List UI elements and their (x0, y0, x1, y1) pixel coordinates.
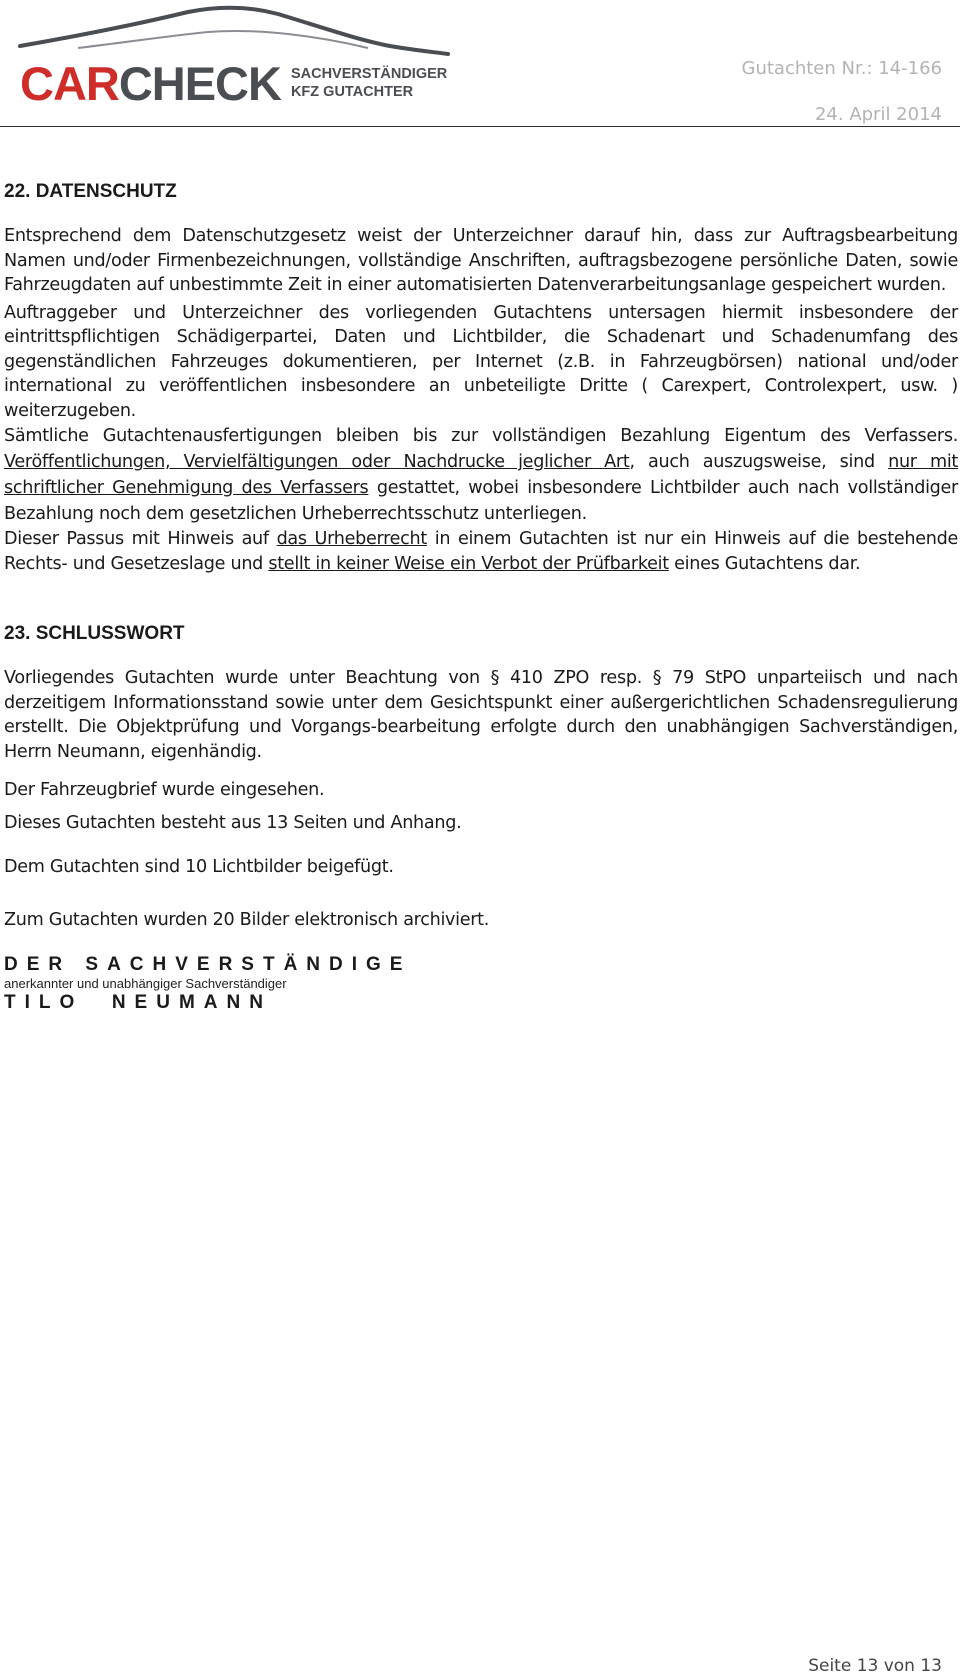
p4-text-c: eines Gutachtens dar. (668, 553, 861, 574)
p4-text-a: Dieser Passus mit Hinweis auf (4, 529, 277, 549)
p4-underlined-verbot: stellt in keiner Weise ein Verbot der Prüfbarkeit (268, 553, 669, 574)
section-title-schlusswort: 23. SCHLUSSWORT (4, 623, 185, 644)
header-divider (0, 126, 960, 127)
logo-subtitle-line1: SACHVERSTÄNDIGER (290, 66, 448, 82)
signature-title: DER SACHVERSTÄNDIGE (4, 954, 412, 975)
logo-check-text: CHECK (118, 56, 281, 110)
p4-underlined-copyright: das Urheberrecht (276, 529, 428, 549)
datenschutz-paragraph-1: Entsprechend dem Datenschutzgesetz weist der Unterzeichner darauf hin, dass zur Auftragsbearbeitung Namen und/oder Firmenbezeichnungen, vollständige Anschriften, auftragsbezogene persönliche Daten, sowie Fahrzeugdaten auf unbestimmte Zeit in einer automatisierten Datenverarbeitungsanlage gespeichert wurden. (4, 226, 958, 295)
section-title-datenschutz: 22. DATENSCHUTZ (4, 181, 177, 202)
page-number: Seite 13 von 13 (808, 1656, 942, 1676)
p3-underlined-reproduction: Veröffentlichungen, Vervielfältigungen oder Nachdrucke jeglicher Art (4, 452, 630, 472)
logo-subtitle-line2: KFZ GUTACHTER (290, 84, 414, 100)
datenschutz-paragraph-4 (4, 527, 958, 576)
p4-text-b: in einem Gutachten ist nur ein Hinweis auf die bestehende Rechts- und Gesetzeslage und (4, 529, 958, 574)
signature-subtitle: anerkannter und unabhängiger Sachverständiger (4, 976, 287, 991)
datenschutz-paragraph-2: Auftraggeber und Unterzeichner des vorliegenden Gutachtens untersagen hiermit insbesondere der eintrittspflichtigen Schädigerpartei, Daten und Lichtbilder, die Schadenart und Schadenumfang des gegenständlichen Fahrzeuges dokumentieren, per Internet (z.B. in Fahrzeugbörsen) national und/oder international zu veröffentlichen insbesondere an unbeteiligte Dritte ( Carexpert, Controlexpert, usw. ) weiterzugeben. (4, 302, 958, 421)
document-body (4, 180, 958, 1014)
p3-underlined-permission: nur mit schriftlicher Genehmigung des Verfassers (4, 452, 959, 498)
schlusswort-paragraph-3: Dieses Gutachten besteht aus 13 Seiten und Anhang. (4, 812, 462, 833)
logo-car-text: CAR (20, 56, 119, 110)
p3-text-b: , auch auszugsweise, sind (629, 452, 889, 472)
p3-text-c: gestattet, wobei insbesondere Lichtbilder auch nach vollständiger Bezahlung noch dem gesetzlichen Urheberrechtsschutz unterliegen. (4, 478, 958, 524)
logo-subtitle (291, 65, 447, 101)
page-header (0, 0, 960, 130)
brand-logo (20, 58, 447, 108)
schlusswort-paragraph-4: Dem Gutachten sind 10 Lichtbilder beigefügt. (4, 857, 394, 877)
schlusswort-paragraph-5: Zum Gutachten wurden 20 Bilder elektronisch archiviert. (4, 909, 490, 930)
datenschutz-paragraph-3 (4, 423, 958, 527)
report-number: Gutachten Nr.: 14-166 (741, 58, 942, 79)
report-date: 24. April 2014 (814, 104, 942, 125)
p3-text-a: Sämtliche Gutachtenausfertigungen bleiben bis zur vollständigen Bezahlung Eigentum des Verfassers. (4, 426, 958, 446)
schlusswort-paragraph-2: Der Fahrzeugbrief wurde eingesehen. (4, 780, 325, 800)
signature-name: TILO NEUMANN (4, 992, 272, 1013)
schlusswort-paragraph-1: Vorliegendes Gutachten wurde unter Beachtung von § 410 ZPO resp. § 79 StPO unparteiisch und nach derzeitigem Informationsstand sowie unter dem Gesichtspunkt einer außergerichtlichen Schadensregulierung erstellt. Die Objektprüfung und Vorgangs-bearbeitung erfolgte durch den unabhängigen Sachverständigen, Herrn Neumann, eigenhändig. (4, 668, 958, 762)
